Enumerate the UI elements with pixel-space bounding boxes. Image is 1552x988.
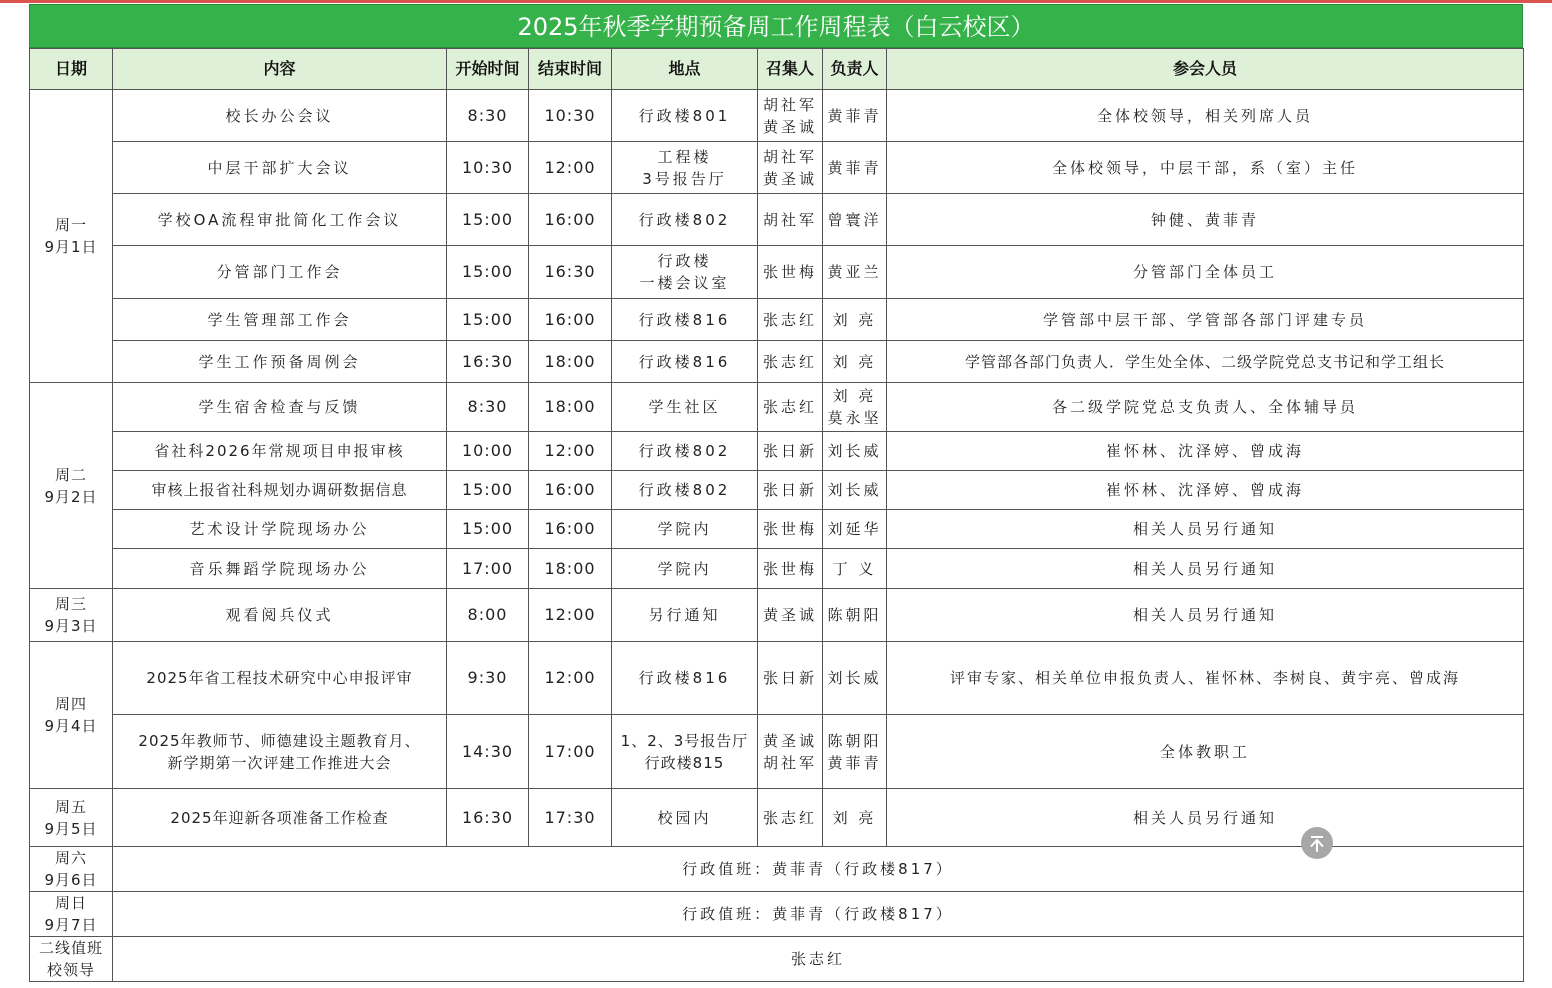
convener-cell: 胡社军 黄圣诚 — [758, 90, 823, 142]
end-cell: 12:00 — [529, 642, 612, 715]
convener-cell: 张日新 — [758, 471, 823, 510]
end-cell: 10:30 — [529, 90, 612, 142]
table-row — [30, 341, 1524, 383]
table-row — [30, 299, 1524, 341]
content-cell: 学生管理部工作会 — [113, 299, 447, 341]
start-cell: 16:30 — [447, 789, 529, 847]
col-header-date: 日期 — [30, 49, 113, 90]
lead-cell: 刘 亮 — [823, 789, 887, 847]
end-cell: 18:00 — [529, 549, 612, 589]
start-cell: 15:00 — [447, 194, 529, 246]
attendees-cell: 崔怀林、沈泽婷、曾成海 — [887, 432, 1524, 471]
start-cell: 17:00 — [447, 549, 529, 589]
content-cell: 中层干部扩大会议 — [113, 142, 447, 194]
lead-cell: 刘长威 — [823, 432, 887, 471]
end-cell: 16:00 — [529, 299, 612, 341]
convener-cell: 张志红 — [758, 383, 823, 432]
header-row — [30, 49, 1524, 90]
content-cell: 2025年迎新各项准备工作检查 — [113, 789, 447, 847]
place-cell: 学生社区 — [612, 383, 758, 432]
table-row — [30, 90, 1524, 142]
content-cell: 学校OA流程审批简化工作会议 — [113, 194, 447, 246]
table-row — [30, 589, 1524, 642]
start-cell: 10:30 — [447, 142, 529, 194]
convener-cell: 张志红 — [758, 299, 823, 341]
lead-cell: 刘 亮 — [823, 341, 887, 383]
place-cell: 校园内 — [612, 789, 758, 847]
schedule-page — [29, 4, 1523, 982]
start-cell: 8:30 — [447, 90, 529, 142]
table-row — [30, 471, 1524, 510]
start-cell: 14:30 — [447, 715, 529, 789]
col-header-start: 开始时间 — [447, 49, 529, 90]
lead-cell: 刘长威 — [823, 471, 887, 510]
table-row — [30, 715, 1524, 789]
content-cell: 艺术设计学院现场办公 — [113, 510, 447, 549]
table-row — [30, 642, 1524, 715]
place-cell: 行政楼816 — [612, 642, 758, 715]
place-cell: 另行通知 — [612, 589, 758, 642]
schedule-table — [29, 48, 1524, 982]
end-cell: 16:00 — [529, 510, 612, 549]
start-cell: 16:30 — [447, 341, 529, 383]
attendees-cell: 崔怀林、沈泽婷、曾成海 — [887, 471, 1524, 510]
start-cell: 8:30 — [447, 383, 529, 432]
lead-cell: 黄亚兰 — [823, 246, 887, 299]
content-cell: 分管部门工作会 — [113, 246, 447, 299]
page-title: 2025年秋季学期预备周工作周程表（白云校区） — [29, 4, 1523, 48]
col-header-convener: 召集人 — [758, 49, 823, 90]
day-cell-wed: 周三 9月3日 — [30, 589, 113, 642]
end-cell: 18:00 — [529, 341, 612, 383]
day-cell-mon: 周一 9月1日 — [30, 90, 113, 383]
attendees-cell: 各二级学院党总支负责人、全体辅导员 — [887, 383, 1524, 432]
lead-cell: 刘延华 — [823, 510, 887, 549]
start-cell: 15:00 — [447, 299, 529, 341]
lead-cell: 丁 义 — [823, 549, 887, 589]
attendees-cell: 全体校领导，相关列席人员 — [887, 90, 1524, 142]
lead-cell: 陈朝阳 黄菲青 — [823, 715, 887, 789]
place-cell: 行政楼816 — [612, 299, 758, 341]
end-cell: 18:00 — [529, 383, 612, 432]
content-cell: 2025年教师节、师德建设主题教育月、 新学期第一次评建工作推进大会 — [113, 715, 447, 789]
convener-cell: 黄圣诚 — [758, 589, 823, 642]
attendees-cell: 相关人员另行通知 — [887, 510, 1524, 549]
start-cell: 9:30 — [447, 642, 529, 715]
top-accent-rule — [0, 0, 1552, 3]
place-cell: 行政楼801 — [612, 90, 758, 142]
lead-cell: 刘长威 — [823, 642, 887, 715]
table-row — [30, 510, 1524, 549]
content-cell: 审核上报省社科规划办调研数据信息 — [113, 471, 447, 510]
table-row — [30, 142, 1524, 194]
place-cell: 行政楼802 — [612, 471, 758, 510]
scroll-to-top-button[interactable] — [1301, 827, 1333, 859]
end-cell: 16:00 — [529, 471, 612, 510]
end-cell: 16:30 — [529, 246, 612, 299]
convener-cell: 张志红 — [758, 341, 823, 383]
lead-cell: 刘 亮 莫永坚 — [823, 383, 887, 432]
end-cell: 12:00 — [529, 142, 612, 194]
attendees-cell: 全体校领导，中层干部，系（室）主任 — [887, 142, 1524, 194]
convener-cell: 张日新 — [758, 642, 823, 715]
lead-cell: 黄菲青 — [823, 90, 887, 142]
start-cell: 15:00 — [447, 471, 529, 510]
convener-cell: 张世梅 — [758, 246, 823, 299]
day-cell-sun: 周日 9月7日 — [30, 892, 113, 937]
end-cell: 12:00 — [529, 432, 612, 471]
table-row — [30, 549, 1524, 589]
place-cell: 行政楼 一楼会议室 — [612, 246, 758, 299]
convener-cell: 黄圣诚 胡社军 — [758, 715, 823, 789]
content-cell: 校长办公会议 — [113, 90, 447, 142]
duty-text-sat: 行政值班：黄菲青（行政楼817） — [113, 847, 1524, 892]
day-cell-tue: 周二 9月2日 — [30, 383, 113, 589]
start-cell: 15:00 — [447, 246, 529, 299]
day-cell-sat: 周六 9月6日 — [30, 847, 113, 892]
convener-cell: 张日新 — [758, 432, 823, 471]
table-row — [30, 194, 1524, 246]
place-cell: 工程楼 3号报告厅 — [612, 142, 758, 194]
second-line-label: 二线值班 校领导 — [30, 937, 113, 982]
place-cell: 学院内 — [612, 549, 758, 589]
arrow-up-to-top-icon — [1301, 827, 1333, 859]
place-cell: 1、2、3号报告厅 行政楼815 — [612, 715, 758, 789]
start-cell: 15:00 — [447, 510, 529, 549]
place-cell: 行政楼802 — [612, 194, 758, 246]
place-cell: 学院内 — [612, 510, 758, 549]
content-cell: 省社科2026年常规项目申报审核 — [113, 432, 447, 471]
content-cell: 学生工作预备周例会 — [113, 341, 447, 383]
end-cell: 12:00 — [529, 589, 612, 642]
duty-text-sun: 行政值班：黄菲青（行政楼817） — [113, 892, 1524, 937]
col-header-end: 结束时间 — [529, 49, 612, 90]
content-cell: 观看阅兵仪式 — [113, 589, 447, 642]
col-header-lead: 负责人 — [823, 49, 887, 90]
attendees-cell: 相关人员另行通知 — [887, 789, 1524, 847]
day-cell-fri: 周五 9月5日 — [30, 789, 113, 847]
start-cell: 8:00 — [447, 589, 529, 642]
convener-cell: 张世梅 — [758, 510, 823, 549]
lead-cell: 曾寰洋 — [823, 194, 887, 246]
attendees-cell: 相关人员另行通知 — [887, 589, 1524, 642]
lead-cell: 黄菲青 — [823, 142, 887, 194]
attendees-cell: 评审专家、相关单位申报负责人、崔怀林、李树良、黄宇亮、曾成海 — [887, 642, 1524, 715]
lead-cell: 陈朝阳 — [823, 589, 887, 642]
attendees-cell: 分管部门全体员工 — [887, 246, 1524, 299]
content-cell: 学生宿舍检查与反馈 — [113, 383, 447, 432]
convener-cell: 胡社军 — [758, 194, 823, 246]
attendees-cell: 相关人员另行通知 — [887, 549, 1524, 589]
col-header-content: 内容 — [113, 49, 447, 90]
convener-cell: 张志红 — [758, 789, 823, 847]
second-line-leader: 张志红 — [113, 937, 1524, 982]
weekend-row-sat — [30, 847, 1524, 892]
place-cell: 行政楼816 — [612, 341, 758, 383]
table-row — [30, 383, 1524, 432]
col-header-place: 地点 — [612, 49, 758, 90]
end-cell: 16:00 — [529, 194, 612, 246]
weekend-row-sun — [30, 892, 1524, 937]
attendees-cell: 学管部中层干部、学管部各部门评建专员 — [887, 299, 1524, 341]
attendees-cell: 钟健、黄菲青 — [887, 194, 1524, 246]
attendees-cell: 学管部各部门负责人．学生处全体、二级学院党总支书记和学工组长 — [887, 341, 1524, 383]
convener-cell: 胡社军 黄圣诚 — [758, 142, 823, 194]
content-cell: 2025年省工程技术研究中心申报评审 — [113, 642, 447, 715]
second-line-row — [30, 937, 1524, 982]
attendees-cell: 全体教职工 — [887, 715, 1524, 789]
table-row — [30, 246, 1524, 299]
lead-cell: 刘 亮 — [823, 299, 887, 341]
content-cell: 音乐舞蹈学院现场办公 — [113, 549, 447, 589]
place-cell: 行政楼802 — [612, 432, 758, 471]
start-cell: 10:00 — [447, 432, 529, 471]
col-header-attendees: 参会人员 — [887, 49, 1524, 90]
end-cell: 17:00 — [529, 715, 612, 789]
table-row — [30, 789, 1524, 847]
day-cell-thu: 周四 9月4日 — [30, 642, 113, 789]
table-row — [30, 432, 1524, 471]
end-cell: 17:30 — [529, 789, 612, 847]
convener-cell: 张世梅 — [758, 549, 823, 589]
